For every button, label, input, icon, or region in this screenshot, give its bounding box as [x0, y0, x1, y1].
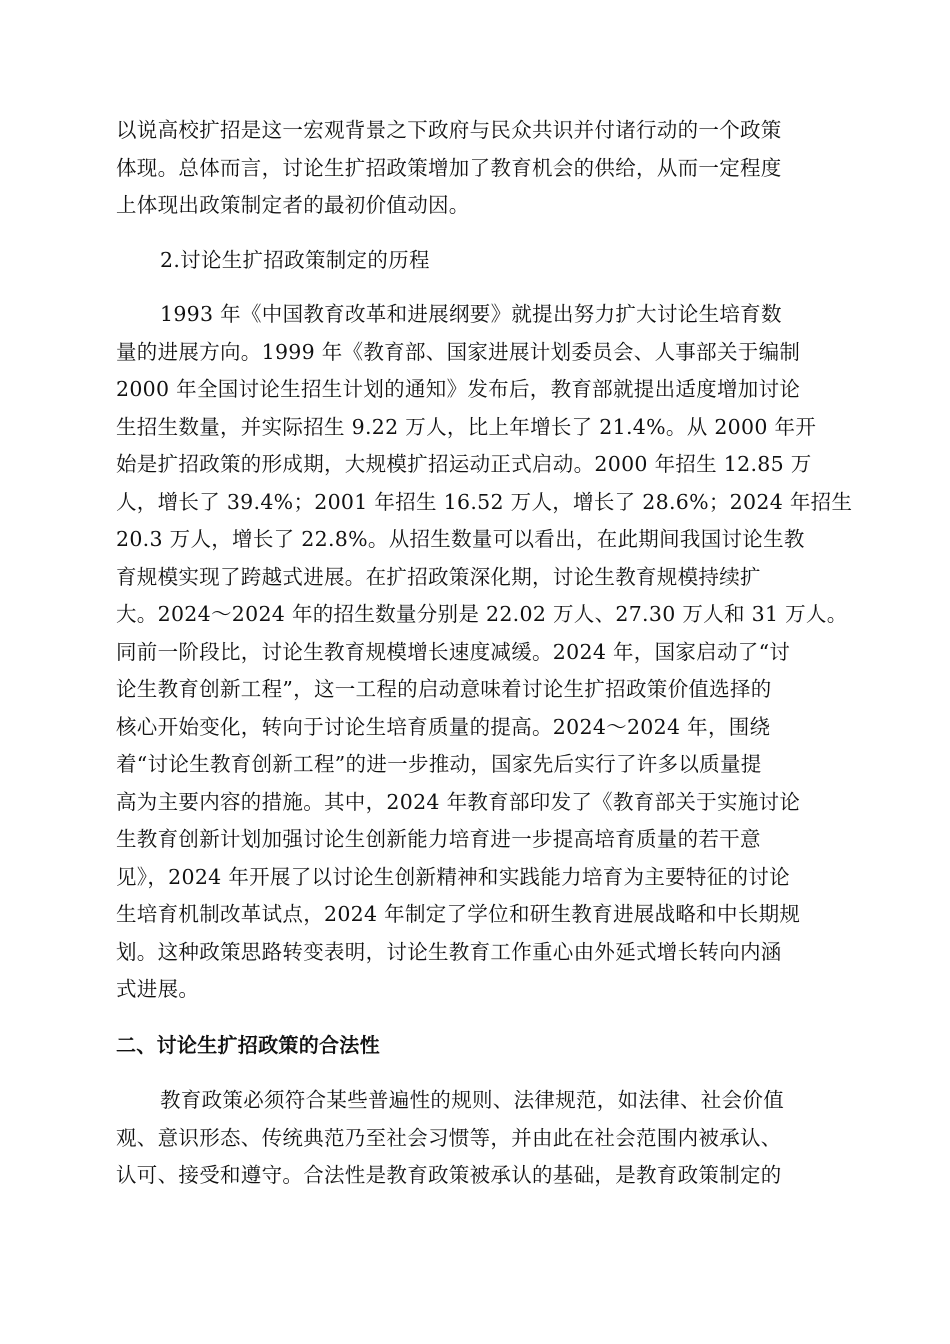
text-line: 1993 年《中国教育改革和进展纲要》就提出努力扩大讨论生培育数: [160, 302, 782, 326]
text-line: 始是扩招政策的形成期，大规模扩招运动正式启动。2000 年招生 12.85 万: [116, 452, 812, 476]
paragraph-gap: [116, 279, 838, 296]
text-line: 2000 年全国讨论生招生计划的通知》发布后，教育部就提出适度增加讨论: [116, 377, 801, 401]
section-heading: 二、讨论生扩招政策的合法性: [116, 1032, 380, 1057]
text-line: 教育政策必须符合某些普遍性的规则、法律规范，如法律、社会价值: [160, 1088, 784, 1112]
text-line: 人，增长了 39.4%；2001 年招生 16.52 万人，增长了 28.6%；2024 年招生: [116, 489, 853, 514]
text-line: 20.3 万人，增长了 22.8%。从招生数量可以看出，在此期间我国讨论生教: [116, 527, 805, 551]
text-line: 核心开始变化，转向于讨论生培育质量的提高。2024～2024 年，围绕: [116, 714, 771, 739]
text-line: 以说高校扩招是这一宏观背景之下政府与民众共识并付诸行动的一个政策: [116, 118, 782, 142]
paragraph-1: [116, 112, 838, 225]
text-line: 认可、接受和遵守。合法性是教育政策被承认的基础，是教育政策制定的: [116, 1163, 782, 1187]
text-line: 生教育创新计划加强讨论生创新能力培育进一步提高培育质量的若干意: [116, 827, 761, 851]
text-line: 生招生数量，并实际招生 9.22 万人，比上年增长了 21.4%。从 2000 年开: [116, 414, 817, 439]
text-line: 量的进展方向。1999 年《教育部、国家进展计划委员会、人事部关于编制: [116, 339, 801, 364]
subheading-2: 2.讨论生扩招政策制定的历程: [160, 247, 430, 272]
text-line: 育规模实现了跨越式进展。在扩招政策深化期，讨论生教育规模持续扩: [116, 564, 761, 589]
paragraph-3: [116, 1082, 838, 1195]
document-page: [116, 112, 853, 1195]
paragraph-gap: [116, 225, 838, 242]
text-line: 体现。总体而言，讨论生扩招政策增加了教育机会的供给，从而一定程度: [116, 155, 782, 180]
text-line: 观、意识形态、传统典范乃至社会习惯等，并由此在社会范围内被承认、: [116, 1125, 782, 1150]
text-line: 式进展。: [116, 977, 200, 1001]
paragraph-gap: [116, 1064, 838, 1082]
paragraph-2: [116, 296, 853, 1009]
text-line: 划。这种政策思路转变表明，讨论生教育工作重心由外延式增长转向内涵: [116, 939, 782, 964]
text-line: 见》，2024 年开展了以讨论生创新精神和实践能力培育为主要特征的讨论: [116, 864, 790, 889]
text-line: 着“讨论生教育创新工程”的进一步推动，国家先后实行了许多以质量提: [116, 752, 762, 776]
text-line: 论生教育创新工程”，这一工程的启动意味着讨论生扩招政策价值选择的: [116, 677, 772, 701]
paragraph-gap: [116, 1009, 838, 1027]
text-line: 大。2024～2024 年的招生数量分别是 22.02 万人、27.30 万人和 31 万人。: [116, 602, 848, 626]
text-line: 上体现出政策制定者的最初价值动因。: [116, 193, 470, 217]
text-line: 高为主要内容的措施。其中，2024 年教育部印发了《教育部关于实施讨论: [116, 789, 801, 814]
text-line: 同前一阶段比，讨论生教育规模增长速度减缓。2024 年，国家启动了“讨: [116, 639, 791, 664]
text-line: 生培育机制改革试点，2024 年制定了学位和研生教育进展战略和中长期规: [116, 902, 801, 926]
